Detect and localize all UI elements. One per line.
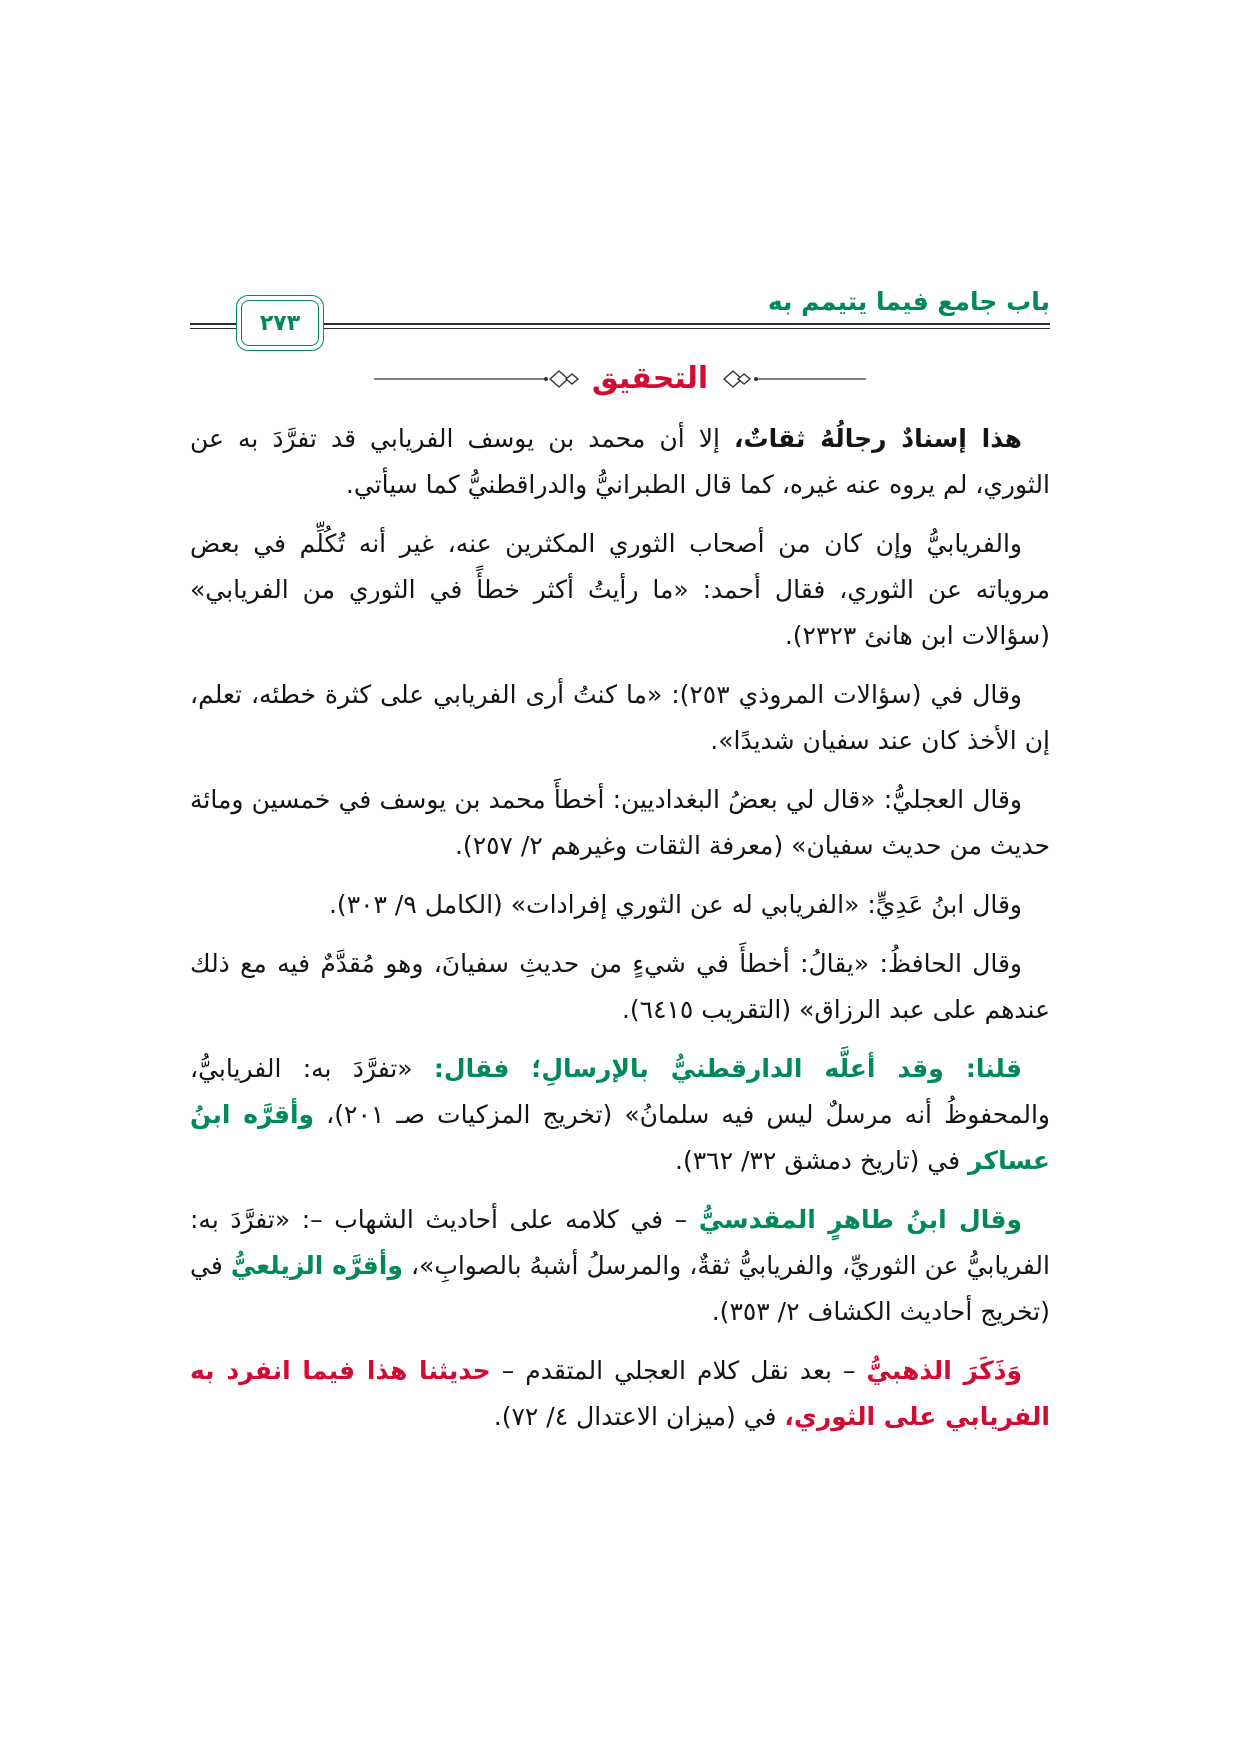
- paragraph: [190, 1348, 1050, 1440]
- paragraph: [190, 672, 1050, 764]
- page-number-frame: [236, 295, 324, 351]
- text-run: قلنا: وقد أعلَّه الدارقطنيُّ بالإرسالِ؛ فقال:: [433, 1054, 1022, 1083]
- section-heading-text: التحقيق: [591, 361, 709, 396]
- text-run: في (تاريخ دمشق ٣٢/ ٣٦٢).: [675, 1146, 968, 1175]
- text-run: وقال في (سؤالات المروذي ٢٥٣): «ما كنتُ أرى الفريابي على كثرة خطئه، تعلم، إن الأخذ كان عند سفيان شديدًا».: [190, 680, 1050, 755]
- text-run: إلا أن محمد بن يوسف الفريابي قد تفرَّدَ به عن الثوري، لم يروه عنه غيره، كما قال الطبرانيُّ والدراقطنيُّ كما سيأتي.: [190, 424, 1050, 499]
- text-run: في (ميزان الاعتدال ٤/ ٧٢).: [493, 1402, 785, 1431]
- page-number-frame-inner: [241, 300, 319, 346]
- page-header: [190, 287, 1050, 349]
- text-run: وأقرَّه ابنُ عساكر: [190, 1100, 1050, 1175]
- paragraph: [190, 521, 1050, 659]
- text-run: – بعد نقل كلام العجلي المتقدم –: [490, 1356, 867, 1385]
- text-run: «تفرَّدَ به: الفريابيُّ، والمحفوظُ أنه مرسلٌ ليس فيه سلمانُ» (تخريج المزكيات صـ ٢٠١)،: [190, 1054, 1050, 1129]
- section-heading: [190, 361, 1050, 396]
- paragraph: [190, 777, 1050, 869]
- heading-ornament-left: [374, 366, 584, 392]
- paragraph: [190, 416, 1050, 508]
- text-run: وقال ابنُ طاهرٍ المقدسيُّ: [698, 1205, 1023, 1234]
- text-run: وأقرَّه الزيلعيُّ: [230, 1251, 403, 1280]
- text-run: وقال ابنُ عَدِيٍّ: «الفريابي له عن الثوري إفرادات» (الكامل ٩/ ٣٠٣).: [328, 890, 1022, 919]
- text-run: وقال الحافظُ: «يقالُ: أخطأَ في شيءٍ من حديثِ سفيانَ، وهو مُقدَّمٌ فيه مع ذلك عندهم على عبد الرزاق» (التقريب ٦٤١٥).: [190, 949, 1050, 1024]
- text-run: والفريابيُّ وإن كان من أصحاب الثوري المكثرين عنه، غير أنه تُكُلِّم في بعض مروياته عن الثوري، فقال أحمد: «ما رأيتُ أكثر خطأً في الثوري من الفريابي» (سؤالات ابن هانئ ٢٣٢٣).: [190, 529, 1050, 650]
- text-run: هذا إسنادٌ رجالُهُ ثقاتٌ،: [733, 424, 1023, 453]
- paragraph: [190, 882, 1050, 928]
- text-run: في (تخريج أحاديث الكشاف ٢/ ٣٥٣).: [190, 1251, 1050, 1326]
- paragraph: [190, 1046, 1050, 1184]
- page-number: ٢٧٣: [259, 310, 301, 336]
- body-text: [190, 416, 1050, 1440]
- heading-ornament-right: [716, 366, 866, 392]
- chapter-title: باب جامع فيما يتيمم به: [767, 287, 1050, 316]
- paragraph: [190, 941, 1050, 1033]
- paragraph: [190, 1197, 1050, 1335]
- text-run: حديثنا هذا فيما انفرد به الفريابي على الثوري،: [190, 1356, 1050, 1431]
- text-run: – في كلامه على أحاديث الشهاب –: «تفرَّدَ به: الفريابيُّ عن الثوريِّ، والفريابيُّ ثقةٌ، والمرسلُ أشبهُ بالصوابِ»،: [190, 1205, 1050, 1280]
- text-run: وَذَكَرَ الذهبيُّ: [866, 1356, 1022, 1385]
- text-run: وقال العجليُّ: «قال لي بعضُ البغداديين: أخطأَ محمد بن يوسف في خمسين ومائة حديث من حديث سفيان» (معرفة الثقات وغيرهم ٢/ ٢٥٧).: [190, 785, 1050, 860]
